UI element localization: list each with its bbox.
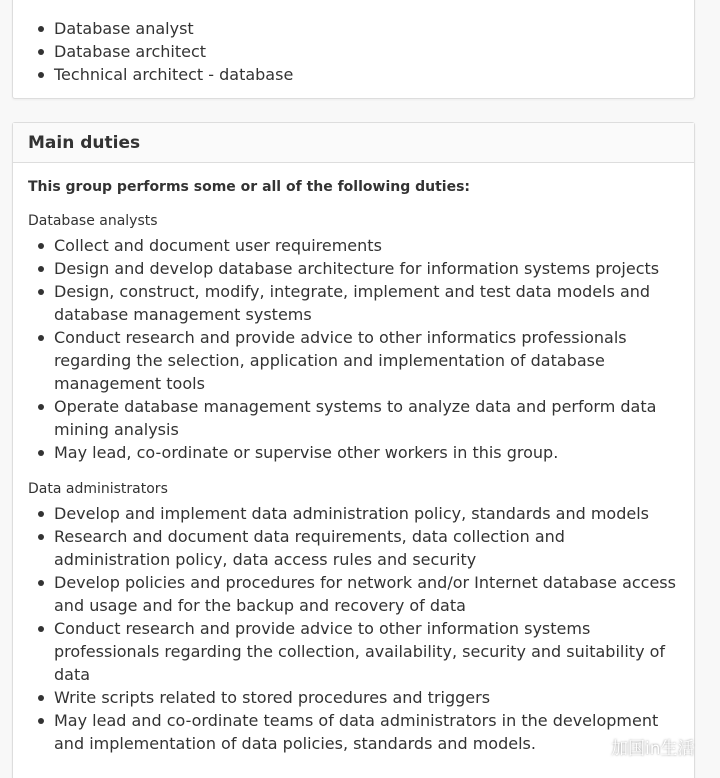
job-titles-body <box>13 0 694 86</box>
list-item: Database analyst <box>54 17 679 40</box>
list-item: Conduct research and provide advice to other information systems professionals regarding the collection, availability, security and suitability of data <box>54 617 679 686</box>
group-database-analysts <box>28 212 679 464</box>
list-item: Design, construct, modify, integrate, implement and test data models and database management systems <box>54 280 679 326</box>
group-label: Data administrators <box>28 481 168 497</box>
duties-list <box>28 502 679 755</box>
main-duties-header <box>13 123 694 163</box>
duties-list <box>28 234 679 464</box>
list-item: Collect and document user requirements <box>54 234 679 257</box>
panel-title: Main duties <box>28 133 141 153</box>
list-item: Develop policies and procedures for network and/or Internet database access and usage and for the backup and recovery of data <box>54 571 679 617</box>
group-data-administrators <box>28 480 679 755</box>
list-item: Design and develop database architecture for information systems projects <box>54 257 679 280</box>
list-item: Write scripts related to stored procedures and triggers <box>54 686 679 709</box>
list-item: May lead, co-ordinate or supervise other workers in this group. <box>54 441 679 464</box>
job-titles-panel <box>12 0 695 99</box>
main-duties-panel <box>12 122 695 778</box>
job-titles-list <box>28 17 679 86</box>
list-item: Develop and implement data administration policy, standards and models <box>54 502 679 525</box>
group-label: Database analysts <box>28 213 158 229</box>
list-item: Research and document data requirements, data collection and administration policy, data access rules and security <box>54 525 679 571</box>
list-item: Operate database management systems to analyze data and perform data mining analysis <box>54 395 679 441</box>
watermark-text: 加国in生活 <box>611 739 695 759</box>
watermark <box>583 734 695 759</box>
main-duties-body <box>13 163 694 755</box>
list-item: Conduct research and provide advice to other informatics professionals regarding the selection, application and implementation of database management tools <box>54 326 679 395</box>
list-item: Database architect <box>54 40 679 63</box>
list-item: Technical architect - database <box>54 63 679 86</box>
wechat-icon <box>583 738 605 756</box>
list-item: May lead and co-ordinate teams of data administrators in the development and implementation of data policies, standards and models. <box>54 709 679 755</box>
duties-intro: This group performs some or all of the following duties: <box>28 179 471 195</box>
